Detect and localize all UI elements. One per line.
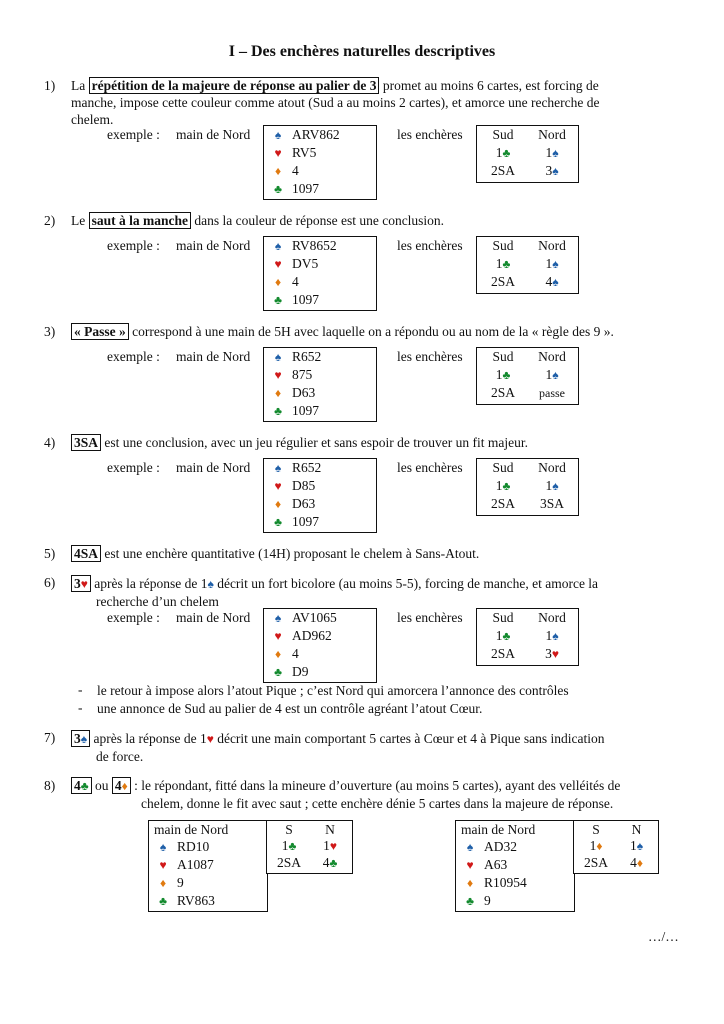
heart-icon: ♥ [159, 858, 167, 872]
section-3-number: 3) [44, 324, 56, 339]
club-icon: ♣ [502, 146, 511, 160]
club-icon: ♣ [274, 515, 282, 529]
club-icon: ♣ [159, 894, 167, 908]
section-6-bullet-2: une annonce de Sud au palier de 4 est un contrôle agréant l’atout Cœur. [97, 701, 483, 716]
bid-s-2: 2SA [583, 855, 608, 870]
hand-box-2 [263, 236, 377, 311]
hand-value: RV5 [292, 145, 317, 160]
spade-icon: ♠ [274, 461, 282, 475]
bid-header-nord: Nord [538, 127, 566, 142]
les-encheres-label: les enchères [397, 127, 463, 142]
spade-icon: ♠ [552, 146, 559, 160]
section-1-key-phrase: répétition de la majeure de réponse au palier de 3 [89, 77, 380, 94]
hand-value: R652 [292, 349, 322, 364]
heart-icon: ♥ [206, 732, 214, 746]
spade-icon: ♠ [552, 275, 559, 289]
hand-value: D63 [292, 385, 316, 400]
diamond-icon: ♦ [121, 779, 128, 793]
section-1-number: 1) [44, 78, 56, 93]
section-8-text: 4♣ ou 4♦ : le répondant, fitté dans la mineure d’ouverture (au moins 5 cartes), ayant des velléités de chelem, donne le fit avec saut ; cette enchère dénie 5 cartes dans la majeure de réponse. [71, 777, 691, 812]
club-icon: ♣ [502, 368, 511, 382]
spade-icon: ♠ [274, 128, 282, 142]
section-3-text: « Passe » correspond à une main de 5H avec laquelle on a répondu ou au nom de la « règle des 9 ». [71, 323, 614, 340]
hand-value: ARV862 [292, 127, 340, 142]
hand-value: 9 [177, 875, 184, 890]
club-icon: ♣ [274, 404, 282, 418]
bid-sud-1: 1♣ [495, 478, 511, 493]
hand-value: 1097 [292, 403, 319, 418]
spade-icon: ♠ [207, 577, 214, 591]
hand-value: 875 [292, 367, 313, 382]
bid-s-1: 1♦ [589, 838, 603, 853]
club-icon: ♣ [274, 293, 282, 307]
bid-sud-2: 2SA [490, 385, 515, 400]
hand-value: D85 [292, 478, 316, 493]
bid-nord-2: 3SA [539, 496, 564, 511]
bid-nord-2: passe [539, 386, 565, 400]
bid-n-2: 4♣ [322, 855, 338, 870]
spade-icon: ♠ [466, 840, 474, 854]
section-4-text: 3SA est une conclusion, avec un jeu régulier et sans espoir de trouver un fit majeur. [71, 434, 528, 451]
bid-sud-1: 1♣ [495, 145, 511, 160]
section-8-key-2: 4♦ [112, 777, 131, 794]
hand-value: AD32 [484, 839, 517, 854]
section-6-text: 3♥ après la réponse de 1♠ décrit un fort bicolore (au moins 5-5), forcing de manche, et amorce la recherche d’un chelem [71, 575, 691, 610]
spade-icon: ♠ [552, 164, 559, 178]
bid-nord-1: 1♠ [545, 256, 559, 271]
section-1-line2: manche, impose cette couleur comme atout (Sud a au moins 2 cartes), et amorce une recherche de [71, 95, 600, 110]
bid-sud-1: 1♣ [495, 256, 511, 271]
bid-header-s: S [592, 822, 600, 837]
heart-icon: ♥ [274, 257, 282, 271]
bid-n-1: 1♥ [323, 838, 337, 853]
bid-header-n: N [631, 822, 642, 837]
main-de-nord-label: main de Nord [176, 349, 251, 364]
spade-icon: ♠ [274, 239, 282, 253]
bullet-dash: - [78, 682, 83, 697]
bid-header-sud: Sud [492, 127, 514, 142]
diamond-icon: ♦ [159, 876, 167, 890]
bullet-dash: - [78, 700, 83, 715]
bid-n-1: 1♠ [629, 838, 644, 853]
diamond-icon: ♦ [274, 647, 282, 661]
bid-header-nord: Nord [538, 610, 566, 625]
bid-header-n: N [325, 822, 335, 837]
bid-sud-2: 2SA [490, 163, 515, 178]
bidding-box-2 [476, 236, 579, 294]
hand-value: RV8652 [292, 238, 337, 253]
heart-icon: ♥ [274, 368, 282, 382]
hand-box-3 [263, 347, 377, 422]
bid-s-1: 1♣ [281, 838, 297, 853]
main-de-nord-label: main de Nord [176, 610, 251, 625]
bid-header-sud: Sud [492, 349, 514, 364]
bidding-box-8-left [266, 820, 353, 874]
bid-header-sud: Sud [492, 610, 514, 625]
hand-value: RV863 [177, 893, 215, 908]
section-7-key-phrase: 3♠ [71, 730, 90, 747]
heart-icon: ♥ [466, 858, 474, 872]
hand-value: D63 [292, 496, 316, 511]
hand-value: D9 [292, 664, 309, 679]
section-5-text: 4SA est une enchère quantitative (14H) proposant le chelem à Sans-Atout. [71, 545, 479, 562]
section-1-line3: chelem. [71, 112, 114, 127]
bidding-box-3 [476, 347, 579, 405]
main-de-nord-label: main de Nord [176, 460, 251, 475]
section-8-line2: chelem, donne le fit avec saut ; cette enchère dénie 5 cartes dans la majeure de réponse. [141, 796, 614, 811]
spade-icon: ♠ [274, 611, 282, 625]
section-8-number: 8) [44, 778, 56, 793]
section-5-number: 5) [44, 546, 56, 561]
page-continuation-mark: …/… [648, 929, 679, 944]
heart-icon: ♥ [274, 146, 282, 160]
section-4-number: 4) [44, 435, 56, 450]
club-icon: ♣ [274, 665, 282, 679]
exemple-label: exemple : [107, 238, 160, 253]
bid-s-2: 2SA [276, 855, 301, 870]
section-4-key-phrase: 3SA [71, 434, 101, 451]
bidding-box-8-right [573, 820, 659, 874]
section-1-pre: La [71, 78, 86, 93]
exemple-label: exemple : [107, 460, 160, 475]
spade-icon: ♠ [159, 840, 167, 854]
section-6-number: 6) [44, 575, 56, 590]
club-icon: ♣ [329, 856, 338, 870]
club-icon: ♣ [502, 629, 511, 643]
les-encheres-label: les enchères [397, 349, 463, 364]
hand-value: 4 [292, 646, 299, 661]
club-icon: ♣ [80, 779, 89, 793]
section-8-key-1: 4♣ [71, 777, 92, 794]
hand-value: RD10 [177, 839, 210, 854]
bid-nord-1: 1♠ [545, 478, 559, 493]
bidding-box-1 [476, 125, 579, 183]
hand-box-6 [263, 608, 377, 683]
heart-icon: ♥ [80, 577, 88, 591]
bid-nord-2: 4♠ [545, 274, 559, 289]
main-de-nord-label: main de Nord [154, 822, 229, 837]
spade-icon: ♠ [552, 257, 559, 271]
main-de-nord-label: main de Nord [176, 238, 251, 253]
bid-nord-1: 1♠ [545, 367, 559, 382]
exemple-label: exemple : [107, 127, 160, 142]
hand-value: 4 [292, 274, 299, 289]
spade-icon: ♠ [552, 368, 559, 382]
hand-value: 4 [292, 163, 299, 178]
section-2-text: Le saut à la manche dans la couleur de réponse est une conclusion. [71, 213, 445, 228]
section-1-text [71, 77, 683, 128]
exemple-label: exemple : [107, 349, 160, 364]
bid-header-nord: Nord [538, 460, 566, 475]
spade-icon: ♠ [636, 839, 644, 853]
hand-value: AD962 [292, 628, 332, 643]
les-encheres-label: les enchères [397, 610, 463, 625]
bid-header-nord: Nord [538, 349, 566, 364]
section-2-key-phrase: saut à la manche [89, 212, 191, 229]
spade-icon: ♠ [552, 479, 559, 493]
hand-value: 1097 [292, 292, 319, 307]
spade-icon: ♠ [80, 732, 88, 746]
bid-header-nord: Nord [538, 238, 566, 253]
bid-sud-2: 2SA [490, 496, 515, 511]
club-icon: ♣ [502, 479, 511, 493]
diamond-icon: ♦ [596, 839, 603, 853]
hand-value: 1097 [292, 181, 319, 196]
section-7-line2: de force. [96, 749, 144, 764]
club-icon: ♣ [502, 257, 511, 271]
hand-value: DV5 [292, 256, 319, 271]
diamond-icon: ♦ [274, 497, 282, 511]
bid-sud-1: 1♣ [495, 628, 511, 643]
bid-n-2: 4♦ [630, 855, 643, 870]
hand-value: 9 [484, 893, 491, 908]
les-encheres-label: les enchères [397, 238, 463, 253]
section-6-bullet-1: le retour à impose alors l’atout Pique ; c’est Nord qui amorcera l’annonce des contrôles [97, 683, 569, 698]
heart-icon: ♥ [551, 647, 559, 661]
hand-value: A63 [484, 857, 508, 872]
bidding-box-4 [476, 458, 579, 516]
spade-icon: ♠ [552, 629, 559, 643]
hand-box-1 [263, 125, 377, 200]
hand-value: R10954 [484, 875, 527, 890]
section-3-key-phrase: « Passe » [71, 323, 129, 340]
bid-header-s: S [285, 822, 293, 837]
bid-sud-1: 1♣ [495, 367, 511, 382]
heart-icon: ♥ [274, 629, 282, 643]
section-7-text: 3♠ après la réponse de 1♥ décrit une main comportant 5 cartes à Cœur et 4 à Pique sans indication de force. [71, 730, 691, 765]
section-6-line2: recherche d’un chelem [96, 594, 219, 609]
hand-box-8-right [455, 820, 575, 912]
diamond-icon: ♦ [636, 856, 643, 870]
bid-nord-2: 3♠ [545, 163, 559, 178]
diamond-icon: ♦ [466, 876, 474, 890]
bid-nord-2: 3♥ [545, 646, 559, 661]
hand-box-4 [263, 458, 377, 533]
bid-sud-2: 2SA [490, 646, 515, 661]
bid-header-sud: Sud [492, 238, 514, 253]
bid-header-sud: Sud [492, 460, 514, 475]
hand-value: R652 [292, 460, 322, 475]
les-encheres-label: les enchères [397, 460, 463, 475]
hand-value: 1097 [292, 514, 319, 529]
exemple-label: exemple : [107, 610, 160, 625]
bidding-box-6 [476, 608, 579, 666]
hand-box-8-left [148, 820, 268, 912]
bid-sud-2: 2SA [490, 274, 515, 289]
club-icon: ♣ [288, 839, 297, 853]
section-2-number: 2) [44, 213, 56, 228]
club-icon: ♣ [466, 894, 474, 908]
main-de-nord-label: main de Nord [461, 822, 536, 837]
club-icon: ♣ [274, 182, 282, 196]
spade-icon: ♠ [274, 350, 282, 364]
page-title: I – Des enchères naturelles descriptives [228, 43, 496, 60]
heart-icon: ♥ [274, 479, 282, 493]
hand-value: AV1065 [292, 610, 337, 625]
bid-nord-1: 1♠ [545, 145, 559, 160]
section-1-post: promet au moins 6 cartes, est forcing de [379, 78, 599, 93]
diamond-icon: ♦ [274, 386, 282, 400]
section-7-number: 7) [44, 730, 56, 745]
bid-nord-1: 1♠ [545, 628, 559, 643]
section-5-key-phrase: 4SA [71, 545, 101, 562]
section-6-key-phrase: 3♥ [71, 575, 91, 592]
diamond-icon: ♦ [274, 275, 282, 289]
main-de-nord-label: main de Nord [176, 127, 251, 142]
heart-icon: ♥ [329, 839, 337, 853]
hand-value: A1087 [177, 857, 214, 872]
diamond-icon: ♦ [274, 164, 282, 178]
